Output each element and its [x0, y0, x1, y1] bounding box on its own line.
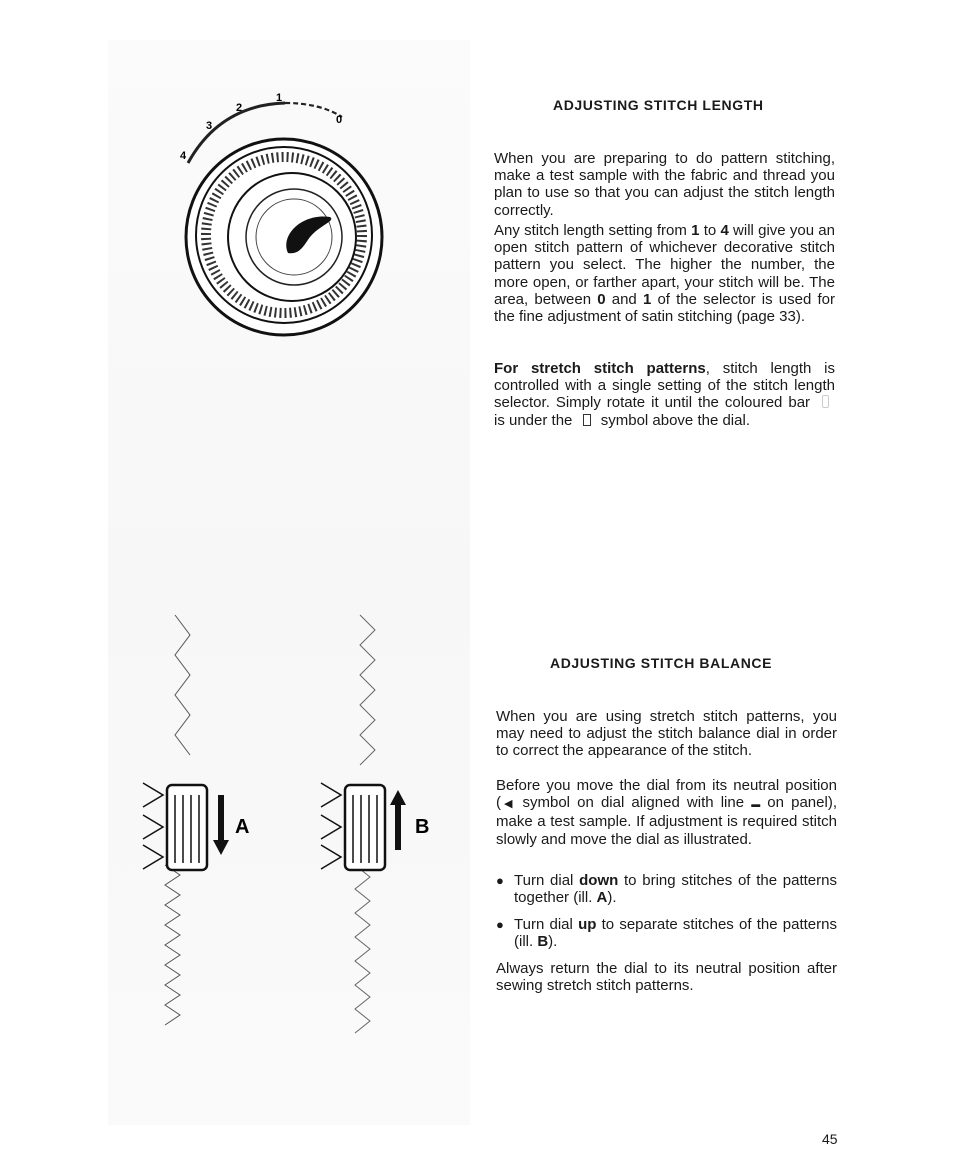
paragraph-balance-before: [496, 777, 837, 848]
dial-label-1: 1: [276, 92, 283, 104]
label-a: A: [235, 816, 250, 838]
text-run: is under the: [494, 411, 577, 429]
text-run: symbol above the dial.: [596, 411, 750, 429]
text-run: ).: [548, 933, 558, 951]
bullet-icon: ●: [496, 917, 504, 932]
text-run-bold: B: [537, 933, 549, 951]
balance-dial-a: [143, 783, 207, 870]
bullet-text: [514, 916, 837, 950]
text-run-bold: 1: [691, 222, 700, 239]
paragraph-length-intro: When you are preparing to do pattern stitching, make a test sample with the fabric and thread you plan to use so that you can adjust the stitch length correctly.: [494, 150, 835, 219]
text-run: to separate stitches of the patterns (ill.: [514, 916, 837, 951]
text-run-bold: 0: [597, 290, 606, 308]
paragraph-balance-return: Always return the dial to its neutral position after sewing stretch stitch patterns.: [496, 960, 837, 995]
dial-label-0: 0: [336, 114, 343, 126]
stitch-balance-illustration: [135, 605, 435, 1065]
text-run: Turn dial: [514, 916, 579, 933]
bullet-turn-up: [496, 916, 837, 950]
text-run: of the selector is used for the fine adjustment of satin stitching (page 33).: [494, 290, 835, 326]
text-run-bold: up: [578, 916, 597, 933]
text-run: will give you an open stitch pattern of whichever decorative stitch pattern you select. The higher the number, the more open, or farther apart, your stitch will be. The area, between: [494, 222, 835, 308]
balance-dial-b: [321, 783, 385, 870]
page-number: 45: [822, 1131, 838, 1147]
heading-stitch-balance: ADJUSTING STITCH BALANCE: [550, 655, 773, 671]
dial-label-2: 2: [236, 102, 243, 114]
bullet-icon: ●: [496, 873, 504, 888]
left-triangle-icon: ◀: [501, 798, 516, 811]
text-run: to: [699, 222, 721, 239]
text-run-bold: For stretch stitch patterns: [494, 360, 706, 377]
bullet-turn-down: [496, 872, 837, 906]
dial-knob: [186, 139, 382, 335]
dial-label-4: 4: [180, 150, 187, 162]
dial-label-3: 3: [206, 120, 213, 132]
paragraph-balance-intro: When you are using stretch stitch patterns, you may need to adjust the stitch balance dial in order to correct the appearance of the stitch.: [496, 708, 837, 760]
arrow-up-icon: [390, 790, 406, 850]
stitch-length-dial-illustration: [160, 85, 400, 345]
paragraph-stretch-length: [494, 360, 835, 429]
text-run: to bring stitches of the patterns together (ill.: [514, 872, 837, 907]
heading-stitch-length: ADJUSTING STITCH LENGTH: [553, 97, 764, 113]
text-run-bold: 1: [642, 290, 652, 308]
line-marker-icon: ▬: [751, 799, 761, 810]
stretch-symbol-icon: [583, 414, 591, 426]
text-run: ).: [607, 889, 617, 907]
text-run-bold: 4: [720, 222, 729, 239]
coloured-bar-icon: [822, 395, 829, 408]
text-run: Before you move the dial from its neutral position (: [496, 777, 837, 812]
arrow-down-icon: [213, 795, 229, 855]
text-run: and: [605, 290, 643, 308]
text-run: Any stitch length setting from: [494, 222, 692, 239]
text-run-bold: down: [579, 872, 619, 889]
bullet-text: [514, 872, 837, 906]
paragraph-length-settings: [494, 222, 835, 325]
label-b: B: [415, 816, 430, 838]
text-run: symbol on dial aligned with line: [515, 794, 752, 812]
text-run-bold: A: [596, 889, 608, 907]
text-run: Turn dial: [514, 872, 580, 889]
text-run: , stitch length is controlled with a single setting of the stitch length selector. Simply rotate it until the coloured bar: [494, 360, 835, 412]
text-run: on panel), make a test sample. If adjustment is required stitch slowly and move the dial as illustrated.: [496, 794, 837, 848]
